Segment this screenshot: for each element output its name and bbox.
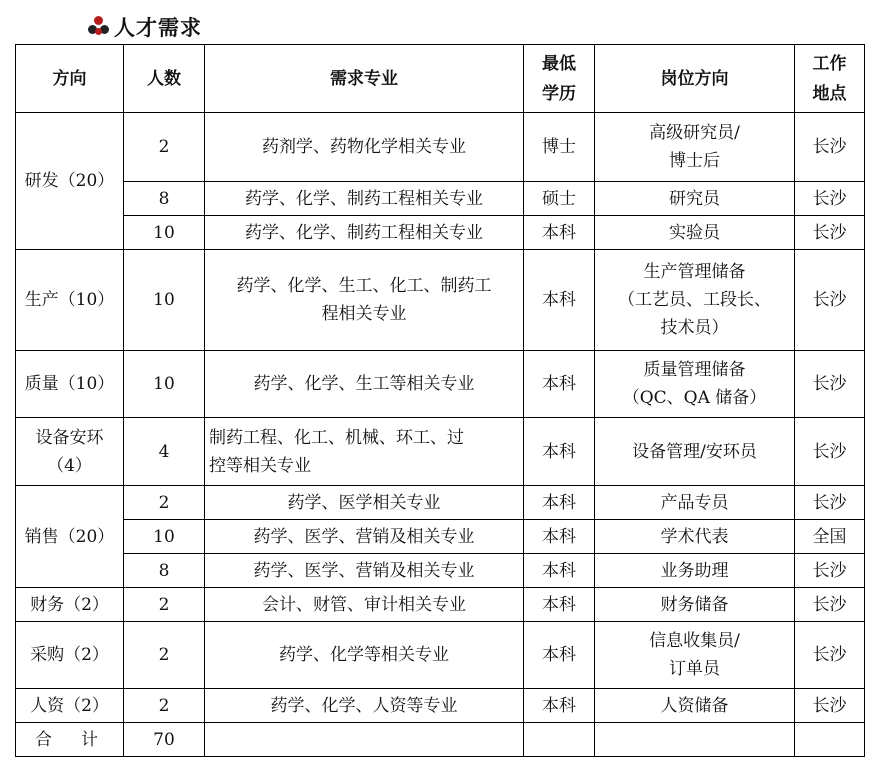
cell-major: 药学、化学等相关专业 bbox=[205, 622, 524, 689]
table-row bbox=[16, 689, 865, 723]
cell-count: 2 bbox=[124, 588, 205, 622]
header-count: 人数 bbox=[124, 45, 205, 113]
table-row bbox=[16, 250, 865, 351]
cell-education: 本科 bbox=[524, 216, 595, 250]
cell-location: 长沙 bbox=[795, 351, 865, 418]
cell-education: 本科 bbox=[524, 588, 595, 622]
cell-count: 10 bbox=[124, 216, 205, 250]
cell-direction: 采购（2） bbox=[16, 622, 124, 689]
cell-direction: 质量（10） bbox=[16, 351, 124, 418]
cell-count: 8 bbox=[124, 182, 205, 216]
table-total-row bbox=[16, 723, 865, 757]
cell-major: 药学、化学、制药工程相关专业 bbox=[205, 182, 524, 216]
cell-location: 全国 bbox=[795, 520, 865, 554]
cell-major: 药学、化学、生工、化工、制药工 程相关专业 bbox=[205, 250, 524, 351]
cell-location: 长沙 bbox=[795, 182, 865, 216]
cell-major: 会计、财管、审计相关专业 bbox=[205, 588, 524, 622]
cell-location: 长沙 bbox=[795, 588, 865, 622]
cell-location: 长沙 bbox=[795, 113, 865, 182]
cell-education: 本科 bbox=[524, 250, 595, 351]
cell-position: 实验员 bbox=[595, 216, 795, 250]
table-row bbox=[16, 554, 865, 588]
cell-education: 本科 bbox=[524, 554, 595, 588]
cell-empty bbox=[795, 723, 865, 757]
cell-location: 长沙 bbox=[795, 250, 865, 351]
cell-position: 设备管理/安环员 bbox=[595, 418, 795, 486]
cell-position: 质量管理储备 （QC、QA 储备） bbox=[595, 351, 795, 418]
cell-major: 药学、医学相关专业 bbox=[205, 486, 524, 520]
cell-education: 博士 bbox=[524, 113, 595, 182]
cell-education: 硕士 bbox=[524, 182, 595, 216]
cell-position: 信息收集员/ 订单员 bbox=[595, 622, 795, 689]
cell-count: 4 bbox=[124, 418, 205, 486]
cell-direction: 人资（2） bbox=[16, 689, 124, 723]
cell-count: 10 bbox=[124, 520, 205, 554]
section-title: 人才需求 bbox=[114, 16, 202, 40]
cell-education: 本科 bbox=[524, 351, 595, 418]
cell-total-label: 合 计 bbox=[16, 723, 124, 757]
cell-major: 药学、化学、制药工程相关专业 bbox=[205, 216, 524, 250]
cell-count: 10 bbox=[124, 351, 205, 418]
cell-count: 8 bbox=[124, 554, 205, 588]
cell-empty bbox=[524, 723, 595, 757]
cell-education: 本科 bbox=[524, 520, 595, 554]
cell-location: 长沙 bbox=[795, 418, 865, 486]
cell-major: 药剂学、药物化学相关专业 bbox=[205, 113, 524, 182]
cell-position: 生产管理储备 （工艺员、工段长、 技术员） bbox=[595, 250, 795, 351]
cell-direction: 设备安环 （4） bbox=[16, 418, 124, 486]
cell-location: 长沙 bbox=[795, 622, 865, 689]
cell-direction: 销售（20） bbox=[16, 486, 124, 588]
cell-education: 本科 bbox=[524, 622, 595, 689]
cell-total-count: 70 bbox=[124, 723, 205, 757]
cell-position: 人资储备 bbox=[595, 689, 795, 723]
cell-major: 药学、化学、生工等相关专业 bbox=[205, 351, 524, 418]
cell-location: 长沙 bbox=[795, 216, 865, 250]
cell-count: 10 bbox=[124, 250, 205, 351]
cell-location: 长沙 bbox=[795, 554, 865, 588]
company-logo-icon bbox=[88, 16, 110, 38]
cell-empty bbox=[595, 723, 795, 757]
cell-education: 本科 bbox=[524, 689, 595, 723]
table-row bbox=[16, 588, 865, 622]
cell-direction: 生产（10） bbox=[16, 250, 124, 351]
cell-major: 药学、医学、营销及相关专业 bbox=[205, 554, 524, 588]
table-row bbox=[16, 622, 865, 689]
table-row bbox=[16, 351, 865, 418]
talent-demand-table bbox=[15, 44, 865, 757]
header-direction: 方向 bbox=[16, 45, 124, 113]
table-row bbox=[16, 418, 865, 486]
table-row bbox=[16, 182, 865, 216]
cell-major: 制药工程、化工、机械、环工、过 控等相关专业 bbox=[205, 418, 524, 486]
cell-position: 研究员 bbox=[595, 182, 795, 216]
cell-major: 药学、化学、人资等专业 bbox=[205, 689, 524, 723]
cell-count: 2 bbox=[124, 486, 205, 520]
header-major: 需求专业 bbox=[205, 45, 524, 113]
table-header-row bbox=[16, 45, 865, 113]
cell-position: 财务储备 bbox=[595, 588, 795, 622]
cell-education: 本科 bbox=[524, 486, 595, 520]
cell-position: 学术代表 bbox=[595, 520, 795, 554]
table-row bbox=[16, 216, 865, 250]
cell-position: 产品专员 bbox=[595, 486, 795, 520]
cell-education: 本科 bbox=[524, 418, 595, 486]
cell-location: 长沙 bbox=[795, 486, 865, 520]
header-position: 岗位方向 bbox=[595, 45, 795, 113]
cell-count: 2 bbox=[124, 622, 205, 689]
cell-position: 高级研究员/ 博士后 bbox=[595, 113, 795, 182]
header-education: 最低 学历 bbox=[524, 45, 595, 113]
cell-major: 药学、医学、营销及相关专业 bbox=[205, 520, 524, 554]
table-row bbox=[16, 486, 865, 520]
table-row bbox=[16, 520, 865, 554]
cell-position: 业务助理 bbox=[595, 554, 795, 588]
table-row bbox=[16, 113, 865, 182]
cell-empty bbox=[205, 723, 524, 757]
cell-count: 2 bbox=[124, 113, 205, 182]
cell-direction: 研发（20） bbox=[16, 113, 124, 250]
cell-count: 2 bbox=[124, 689, 205, 723]
section-title-area bbox=[88, 10, 202, 44]
header-location: 工作 地点 bbox=[795, 45, 865, 113]
cell-location: 长沙 bbox=[795, 689, 865, 723]
cell-direction: 财务（2） bbox=[16, 588, 124, 622]
